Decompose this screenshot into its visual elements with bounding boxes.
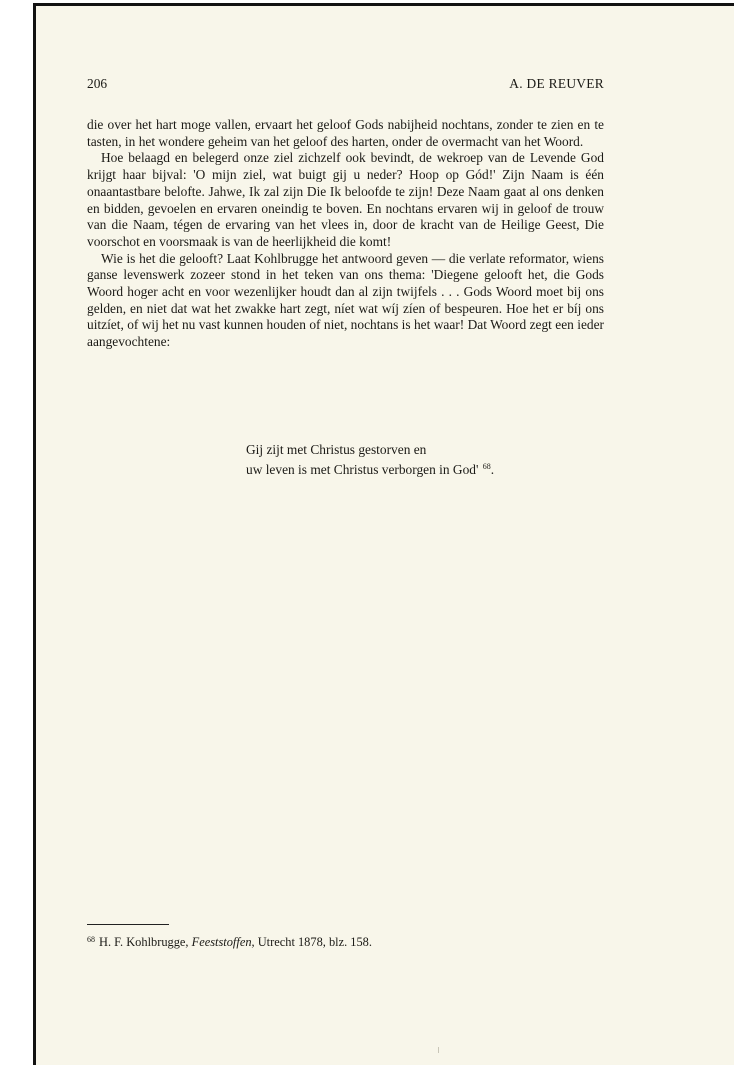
- paragraph-3: Wie is het die gelooft? Laat Kohlbrugge het antwoord geven — die verlate reformator, wiens ganse levenswerk zozeer stond in het teken van ons thema: 'Diegene gelooft het, die Gods Woord hoger acht en voor wezenlijker houdt dan al zijn twijfels . . . Gods Woord moet bij ons gelden, en niet dat wat het zwakke hart zegt, níet wat wíj zíen of bespeuren. Hoe het er bíj ons uitzíet, of wij het nu vast kunnen houden of niet, nochtans is het waar! Dat Woord zegt een ieder aangevochtene:: [87, 250, 604, 350]
- page-number: 206: [87, 76, 108, 91]
- footnote-rest: Utrecht 1878, blz. 158.: [257, 935, 372, 949]
- body-text: [87, 117, 604, 351]
- verse-line-1: Gij zijt met Christus gestorven en: [246, 442, 427, 457]
- verse-period: .: [490, 461, 495, 477]
- footnote-rule: [87, 924, 169, 925]
- verse-line-2-text: uw leven is met Christus verborgen in God': [246, 461, 479, 477]
- verse-quote: [246, 442, 494, 478]
- scan-speck: [438, 1047, 439, 1053]
- footnote: [87, 932, 604, 950]
- paragraph-1: die over het hart moge vallen, ervaart het geloof Gods nabijheid nochtans, zonder te zien en te tasten, in het wondere geheim van het geloof des harten, onder de overmacht van het Woord.: [87, 117, 604, 149]
- running-head-author: A. DE REUVER: [509, 76, 604, 91]
- footnote-author: H. F. Kohlbrugge,: [99, 935, 189, 949]
- footnote-title: Feeststoffen,: [191, 935, 255, 949]
- verse-line-2: [246, 459, 494, 479]
- footnote-marker: 68: [87, 935, 95, 944]
- paragraph-2: Hoe belaagd en belegerd onze ziel zichzelf ook bevindt, de wekroep van de Levende God krijgt haar bijval: 'O mijn ziel, wat buigt gij u neder? Hoop op Gód!' Zijn Naam is één onaantastbare belofte. Jahwe, Ik zal zijn Die Ik beloofde te zijn! Deze Naam gaat al ons denken en bidden, gevoelen en ervaren oneindig te boven. En nochtans ervaren wij in geloof de trouw van die Naam, tégen de ervaring van het vlees in, door de kracht van de Heilige Geest, Die voorschot en voorsmaak is van de heerlijkheid die komt!: [87, 150, 604, 249]
- footnote-reference: 68: [482, 461, 491, 471]
